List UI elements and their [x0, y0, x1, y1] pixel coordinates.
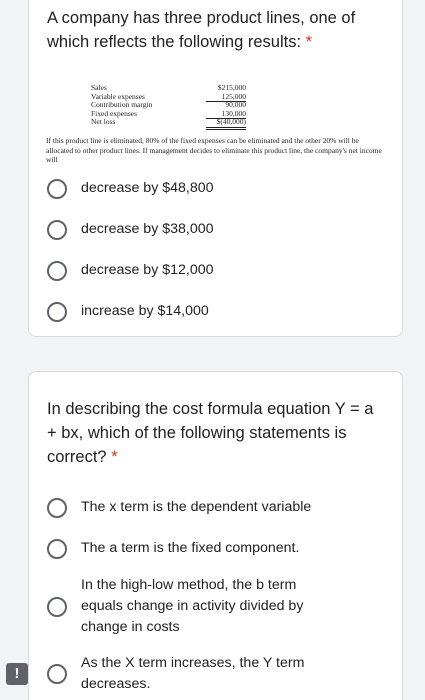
- radio-button[interactable]: [47, 664, 67, 684]
- option-label: increase by $14,000: [81, 303, 209, 319]
- radio-button[interactable]: [47, 498, 67, 518]
- radio-button[interactable]: [47, 597, 67, 617]
- option-4[interactable]: [47, 653, 386, 695]
- statement-label-sales: Sales: [91, 83, 107, 92]
- option-1[interactable]: [47, 497, 386, 518]
- statement-value-fixed-expenses: 130,000: [206, 110, 246, 120]
- option-label: In the high-low method, the b term equals change in activity divided by change in costs: [81, 577, 304, 635]
- question-title: [47, 397, 386, 469]
- question-card-1: [28, 0, 403, 337]
- option-4[interactable]: [47, 301, 386, 322]
- option-3[interactable]: [47, 260, 386, 281]
- option-label: decrease by $38,000: [81, 221, 214, 237]
- question-note: If this product line is eliminated, 80% of the fixed expenses can be eliminated and the other 20% will be allocated to other product lines. If management decides to eliminate this product line, the company's net income will: [46, 136, 382, 164]
- radio-button[interactable]: [47, 302, 67, 322]
- exclamation-icon[interactable]: [6, 663, 28, 685]
- radio-button[interactable]: [47, 179, 67, 199]
- radio-button[interactable]: [47, 539, 67, 559]
- option-label: decrease by $48,800: [81, 180, 214, 196]
- option-label: The a term is the fixed component.: [81, 540, 300, 556]
- statement-label-contribution-margin: Contribution margin: [91, 100, 153, 109]
- question-title-text: A company has three product lines, one of which reflects the following results:: [47, 9, 356, 51]
- statement-value-contribution-margin: 90,000: [225, 100, 246, 109]
- radio-button[interactable]: [47, 261, 67, 281]
- statement-label-net-loss: Net loss: [91, 117, 116, 126]
- option-2[interactable]: [47, 538, 386, 559]
- question-card-2: [28, 371, 403, 700]
- statement-value-net-loss: $(40,000): [206, 118, 246, 130]
- required-asterisk: *: [305, 33, 313, 51]
- option-label: As the X term increases, the Y term decreases.: [81, 655, 305, 692]
- exclamation-glyph: !: [14, 665, 20, 682]
- option-label: decrease by $12,000: [81, 262, 214, 278]
- option-2[interactable]: [47, 219, 386, 240]
- option-label: The x term is the dependent variable: [81, 499, 312, 515]
- option-1[interactable]: [47, 178, 386, 199]
- statement-value-sales: $215,000: [217, 83, 246, 92]
- statement-label-variable-expenses: Variable expenses: [91, 91, 145, 101]
- statement-value-variable-expenses: 125,000: [206, 93, 246, 103]
- question-title-text: In describing the cost formula equation Y = a + bx, which of the following statements is correct?: [47, 400, 374, 466]
- radio-button[interactable]: [47, 220, 67, 240]
- question-title: [47, 6, 386, 54]
- required-asterisk: *: [111, 448, 118, 466]
- statement-label-fixed-expenses: Fixed expenses: [91, 108, 138, 118]
- option-3[interactable]: [47, 575, 386, 638]
